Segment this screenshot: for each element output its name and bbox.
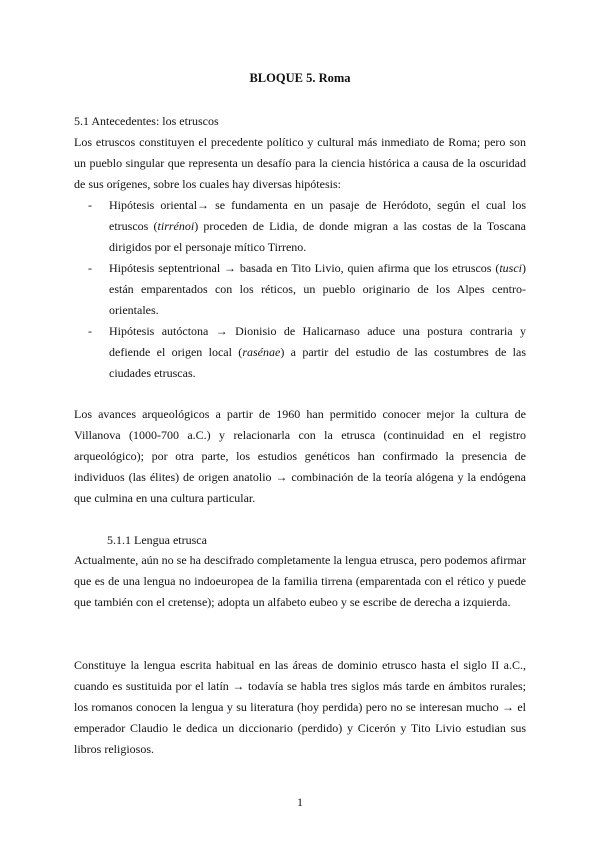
hypothesis-text: ) están emparentados con los réticos, un pueblo originario de los Alpes centro-orientales. bbox=[109, 261, 526, 317]
subsection-heading: 5.1.1 Lengua etrusca bbox=[107, 533, 207, 547]
archaeology-paragraph: Los avances arqueológicos a partir de 1960 han permitido conocer mejor la cultura de Villanova (1000-700 a.C.) y relacionarla con la etrusca (continuidad en el registro arqueológico); por otra parte, los estudios genéticos han confirmado la presencia de individuos (las élites) de origen anatolio → combinación de la teoría alógena y la endógena que culmina en una cultura particular. bbox=[74, 407, 526, 505]
hypothesis-term: tirrénoi bbox=[157, 219, 195, 233]
page-number: 1 bbox=[297, 795, 303, 809]
page-title: BLOQUE 5. Roma bbox=[249, 71, 351, 85]
list-item bbox=[74, 258, 526, 321]
hypothesis-term: tusci bbox=[499, 261, 522, 275]
list-item bbox=[74, 321, 526, 384]
hypothesis-text: Hipótesis autóctona → Dionisio de Halicarnaso aduce una postura contraria y defiende el origen local ( bbox=[109, 324, 526, 359]
list-item bbox=[74, 195, 526, 258]
hypothesis-text: ) a partir del estudio de las costumbres de las ciudades etruscas. bbox=[109, 345, 526, 380]
section-heading: 5.1 Antecedentes: los etruscos bbox=[74, 114, 219, 128]
language-paragraph-2: Constituye la lengua escrita habitual en las áreas de dominio etrusco hasta el siglo II a.C., cuando es sustituida por el latín → todavía se habla tres siglos más tarde en ámbitos rurales; los romanos conocen la lengua y su literatura (hoy perdida) pero no se interesan mucho → el emperador Claudio le dedica un diccionario (perdido) y Cicerón y Tito Livio estudian sus libros religiosos. bbox=[74, 658, 526, 756]
hypothesis-text: Hipótesis septentrional → basada en Tito Livio, quien afirma que los etruscos ( bbox=[109, 261, 500, 275]
hypothesis-text: Hipótesis oriental→ se fundamenta en un pasaje de Heródoto, según el cual los etruscos ( bbox=[109, 198, 526, 233]
list-dash: - bbox=[88, 261, 92, 275]
language-paragraph-1: Actualmente, aún no se ha descifrado completamente la lengua etrusca, pero podemos afirmar que es de una lengua no indoeuropea de la familia tirrena (emparentada con el rético y puede que también con el cretense); adopta un alfabeto eubeo y se escribe de derecha a izquierda. bbox=[74, 553, 526, 609]
hypotheses-list bbox=[74, 195, 526, 384]
hypothesis-term: rasénae bbox=[242, 345, 281, 359]
intro-paragraph: Los etruscos constituyen el precedente político y cultural más inmediato de Roma; pero son un pueblo singular que representa un desafío para la ciencia histórica a causa de la oscuridad de sus orígenes, sobre los cuales hay diversas hipótesis: bbox=[74, 135, 526, 191]
list-dash: - bbox=[88, 198, 92, 212]
list-dash: - bbox=[88, 324, 92, 338]
hypothesis-text: ) proceden de Lidia, de donde migran a las costas de la Toscana dirigidos por el personaje mítico Tirreno. bbox=[109, 219, 526, 254]
